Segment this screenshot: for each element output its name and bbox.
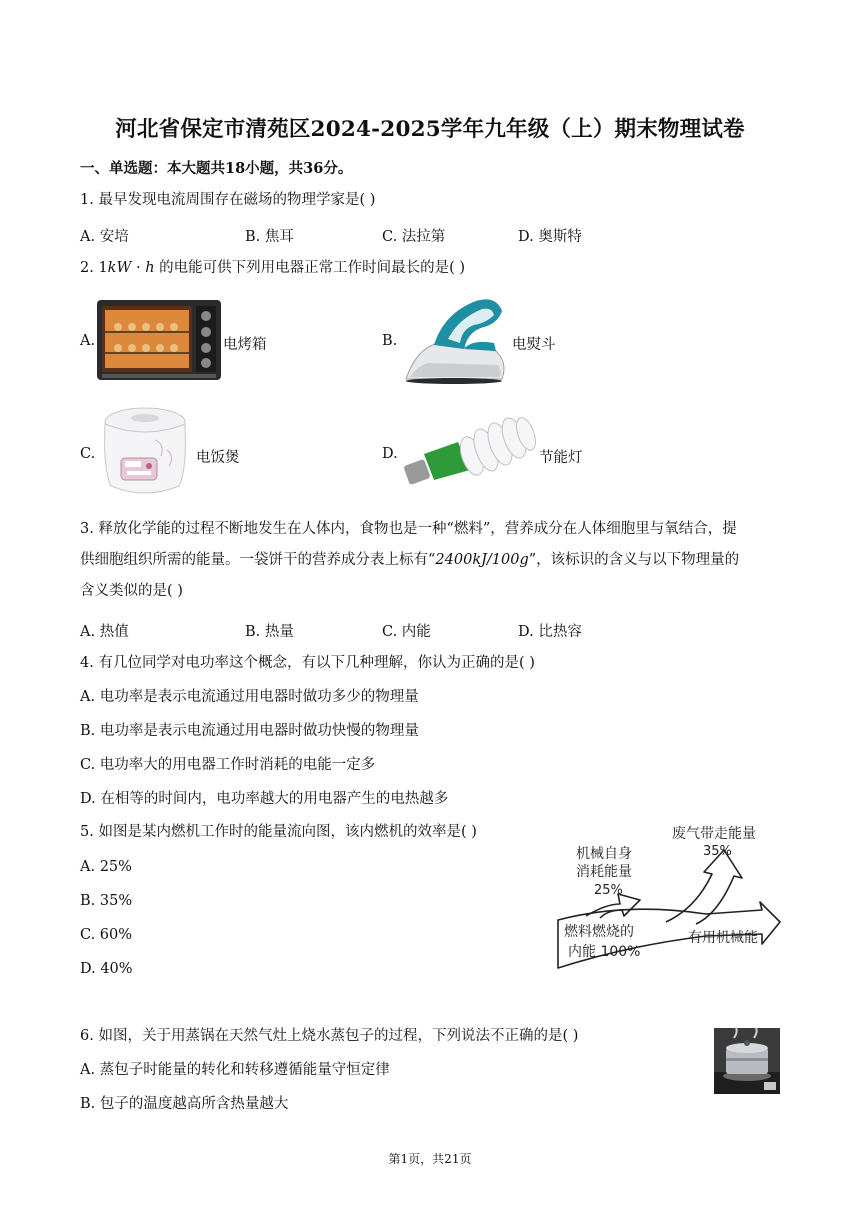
- question-6-option-a: A. 蒸包子时能量的转化和转移遵循能量守恒定律: [80, 1062, 390, 1078]
- question-3-option-b: B. 热量: [245, 624, 294, 640]
- question-2-stem-suffix: 的电能可供下列用电器正常工作时间最长的是( ): [154, 260, 466, 276]
- question-2-option-c-label: 电饭煲: [196, 450, 240, 466]
- section-heading-single-choice: 一、单选题：本大题共18小题，共36分。: [80, 160, 353, 177]
- steamer-on-stove-image: [714, 1028, 780, 1094]
- question-2-option-d-label: 节能灯: [539, 450, 583, 466]
- exhaust-label: 废气带走能量: [672, 826, 756, 842]
- question-3-stem: [80, 514, 780, 607]
- question-4-option-d: D. 在相等的时间内，电功率越大的用电器产生的电热越多: [80, 791, 449, 807]
- question-3-line-2-suffix: ”，该标识的含义与以下物理量的: [528, 552, 740, 568]
- question-1-option-d: D. 奥斯特: [518, 229, 582, 245]
- question-5-option-a: A. 25%: [80, 859, 132, 875]
- question-5-option-b: B. 35%: [80, 893, 133, 909]
- machine-loss-label-1: 机械自身: [576, 846, 632, 862]
- question-5-option-d: D. 40%: [80, 961, 133, 977]
- rice-cooker-image: [95, 400, 195, 500]
- question-5-option-c: C. 60%: [80, 927, 133, 943]
- page-footer: 第1页，共21页: [388, 1152, 472, 1166]
- page-title: 河北省保定市清苑区2024-2025学年九年级（上）期末物理试卷: [115, 117, 745, 142]
- electric-iron-image: [398, 293, 510, 387]
- question-2-stem-prefix: 2. 1: [80, 260, 108, 276]
- question-3-line-2-prefix: 供细胞组织所需的能量。一袋饼干的营养成分表上标有“: [80, 552, 436, 568]
- question-5-stem: 5. 如图是某内燃机工作时的能量流向图，该内燃机的效率是( ): [80, 824, 477, 840]
- question-4-option-c: C. 电功率大的用电器工作时消耗的电能一定多: [80, 757, 376, 773]
- question-4-option-b: B. 电功率是表示电流通过用电器时做功快慢的物理量: [80, 723, 419, 739]
- question-3-line-3: 含义类似的是( ): [80, 583, 183, 599]
- question-3-option-d: D. 比热容: [518, 624, 582, 640]
- question-2-option-c-letter: C.: [80, 446, 96, 462]
- electric-oven-image: [96, 298, 222, 382]
- question-3-option-a: A. 热值: [80, 624, 129, 640]
- question-3-option-c: C. 内能: [382, 624, 431, 640]
- fuel-label-1: 燃料燃烧的: [564, 924, 634, 940]
- energy-saving-lamp-image: [398, 412, 538, 494]
- machine-loss-label-2: 消耗能量: [576, 864, 632, 880]
- question-2-option-b-letter: B.: [382, 333, 398, 349]
- machine-loss-percent: 25%: [594, 883, 623, 898]
- question-1-option-a: A. 安培: [80, 229, 129, 245]
- question-2-stem: [80, 258, 465, 278]
- energy-flow-diagram: [556, 818, 786, 974]
- question-2-option-a-letter: A.: [80, 333, 96, 349]
- exhaust-percent: 35%: [703, 844, 732, 859]
- question-1-stem: 1. 最早发现电流周围存在磁场的物理学家是( ): [80, 192, 376, 208]
- question-6-stem: 6. 如图，关于用蒸锅在天然气灶上烧水蒸包子的过程，下列说法不正确的是( ): [80, 1028, 579, 1044]
- question-3-line-2: [80, 545, 780, 576]
- question-4-stem: 4. 有几位同学对电功率这个概念，有以下几种理解，你认为正确的是( ): [80, 655, 535, 671]
- question-3-label-math: 2400kJ/100g: [435, 552, 529, 568]
- question-2-option-a-label: 电烤箱: [223, 337, 267, 353]
- question-6-option-b: B. 包子的温度越高所含热量越大: [80, 1096, 289, 1112]
- question-1-option-b: B. 焦耳: [245, 229, 294, 245]
- question-4-option-a: A. 电功率是表示电流通过用电器时做功多少的物理量: [80, 689, 419, 705]
- fuel-label-2: 内能 100%: [568, 944, 641, 960]
- question-1-option-c: C. 法拉第: [382, 229, 446, 245]
- question-2-unit-math: kW · h: [107, 260, 155, 276]
- question-3-line-1: 3. 释放化学能的过程不断地发生在人体内，食物也是一种“燃料”，营养成分在人体细胞里与氧结合，提: [80, 521, 737, 537]
- question-2-option-d-letter: D.: [382, 446, 398, 462]
- useful-energy-label: 有用机械能: [688, 930, 758, 946]
- question-2-option-b-label: 电熨斗: [512, 337, 556, 353]
